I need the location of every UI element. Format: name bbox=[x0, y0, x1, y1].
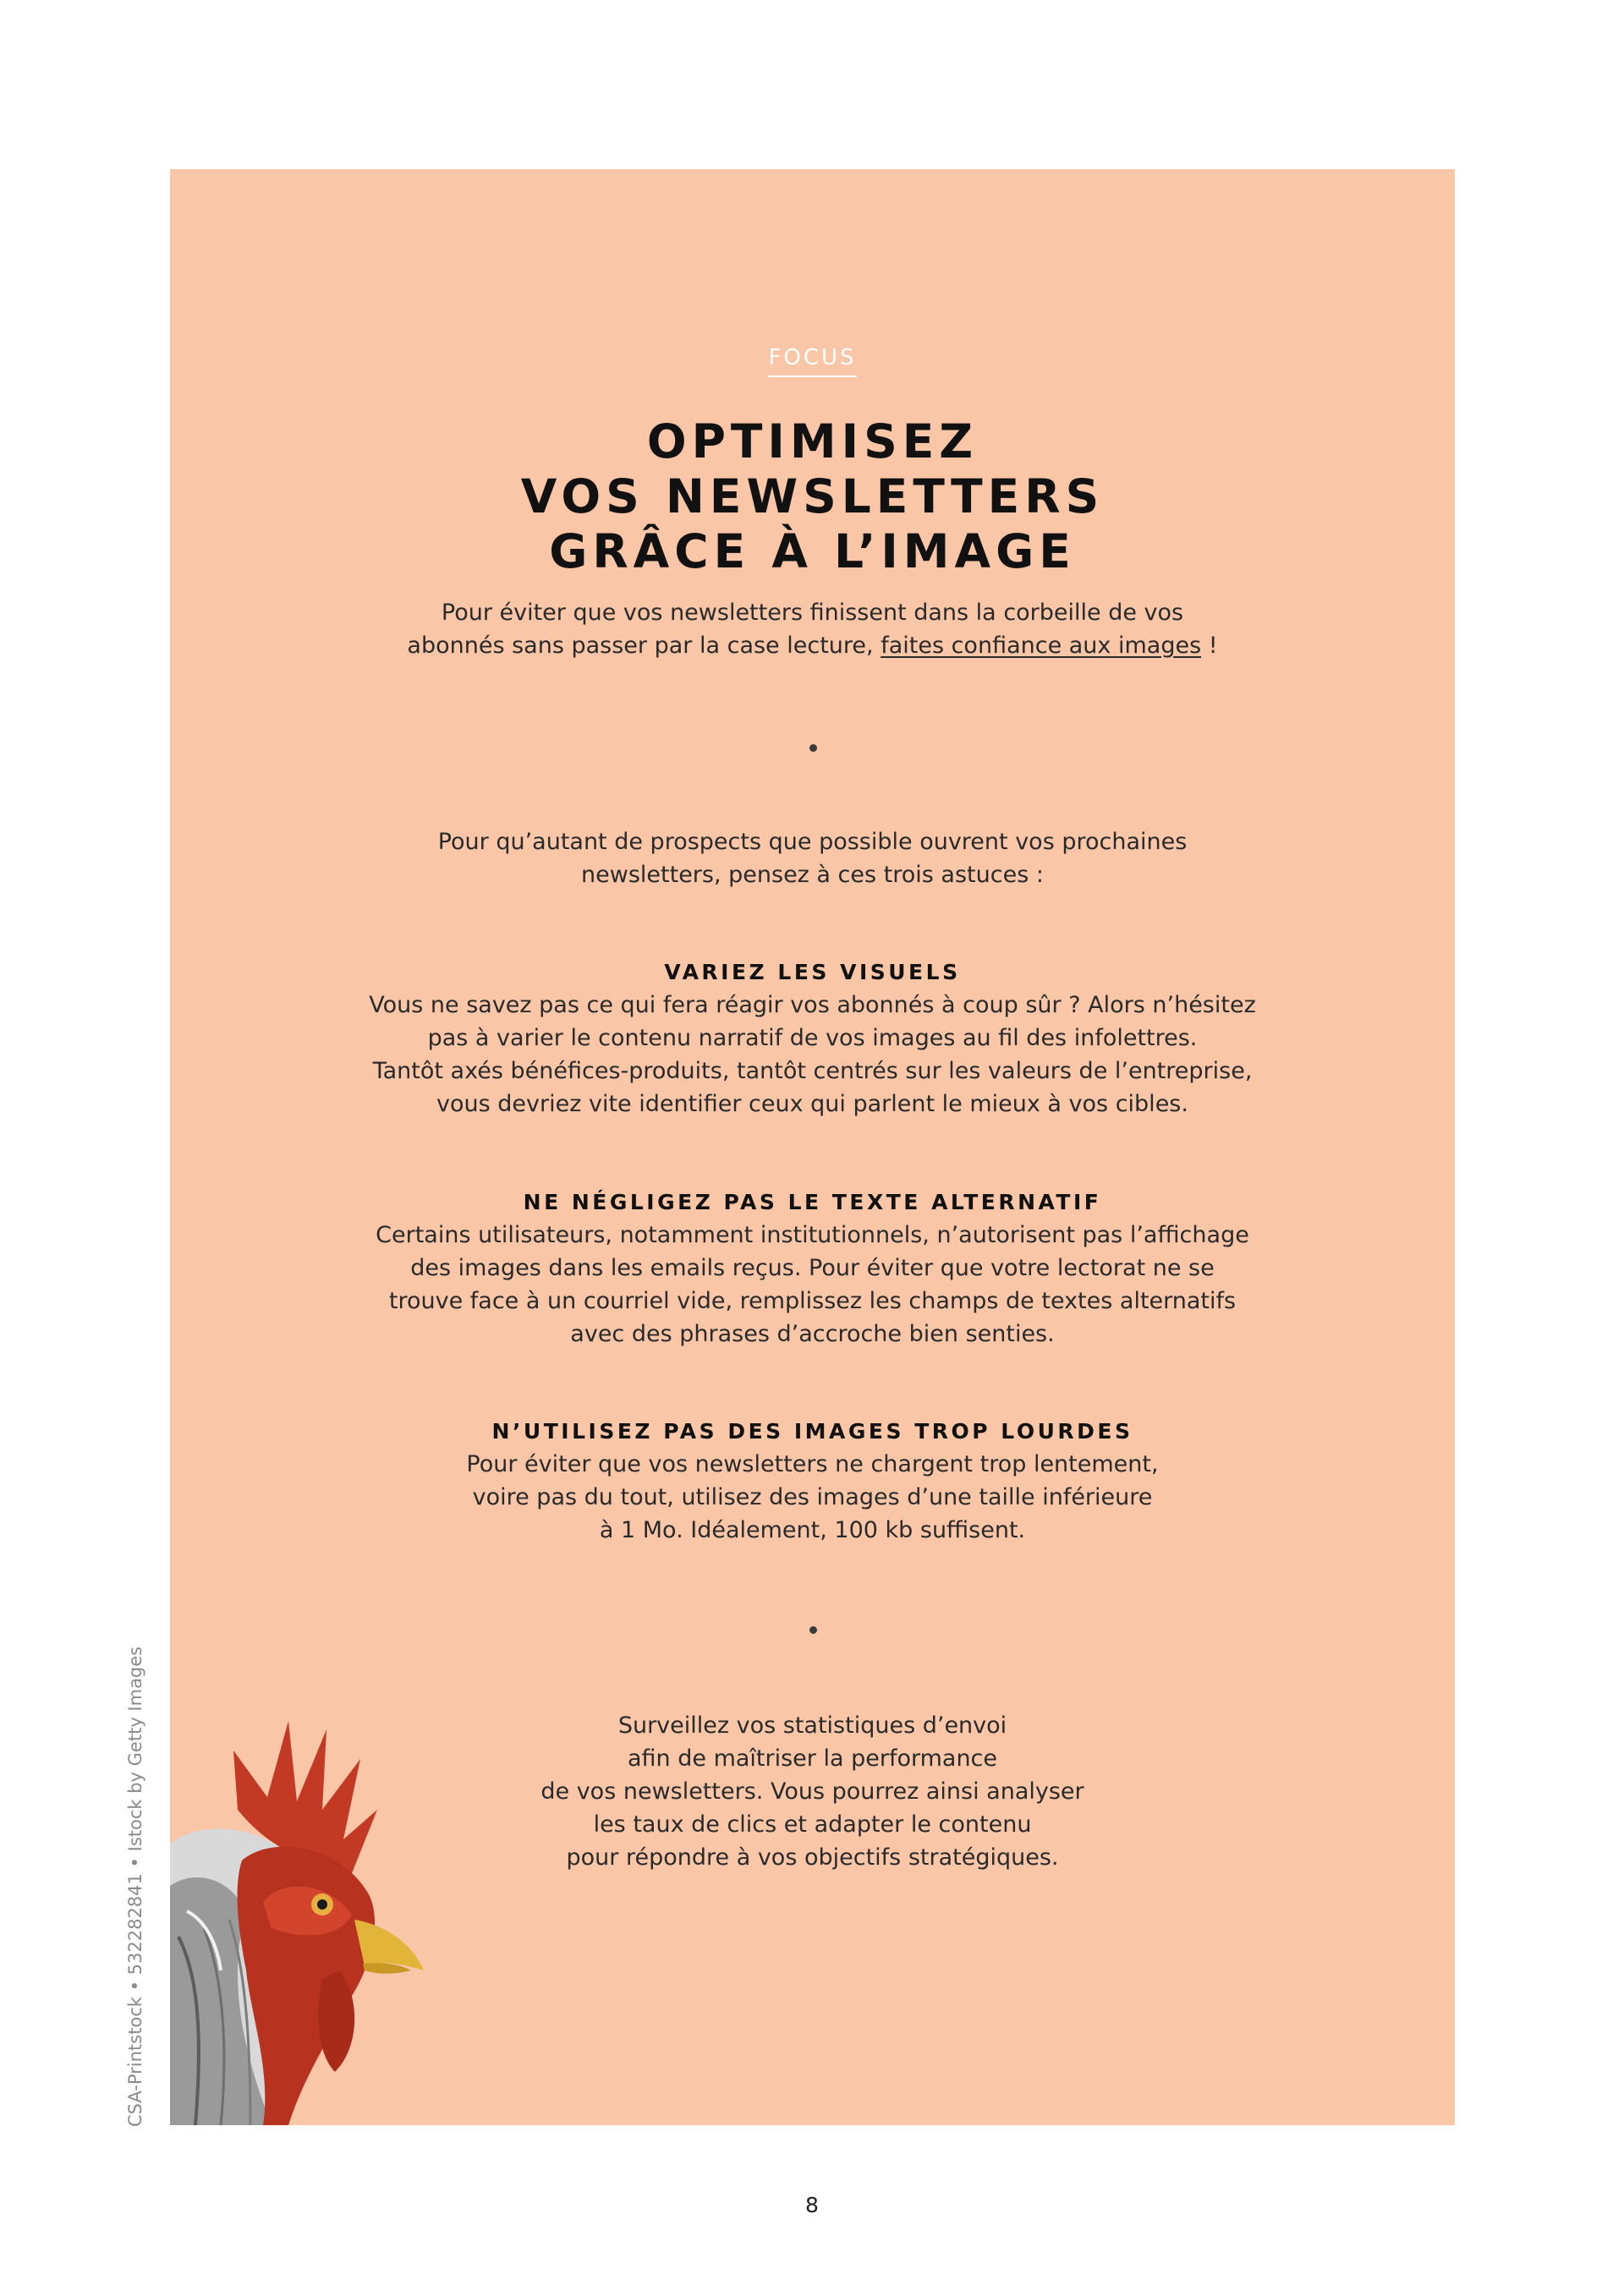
tip-section bbox=[170, 1186, 1455, 1351]
section-line: trouve face à un courriel vide, remplissez les champs de textes alternatifs bbox=[388, 1288, 1237, 1314]
section-line: voire pas du tout, utilisez des images d’une taille inférieure bbox=[472, 1484, 1153, 1510]
eyebrow-label: FOCUS bbox=[170, 345, 1455, 377]
tip-section bbox=[170, 956, 1455, 1121]
title-line: OPTIMISEZ bbox=[646, 414, 979, 469]
section-title: VARIEZ LES VISUELS bbox=[664, 960, 961, 984]
section-line: Pour éviter que vos newsletters ne chargent trop lentement, bbox=[466, 1451, 1159, 1477]
section-line: des images dans les emails reçus. Pour éviter que votre lectorat ne se bbox=[410, 1255, 1215, 1281]
images-link[interactable]: faites confiance aux images bbox=[881, 633, 1202, 659]
page-title bbox=[170, 414, 1455, 579]
rooster-illustration bbox=[170, 1717, 449, 2125]
intro-paragraph bbox=[170, 596, 1455, 662]
title-line: VOS NEWSLETTERS bbox=[520, 469, 1105, 523]
page-number: 8 bbox=[805, 2193, 819, 2217]
section-line: pas à varier le contenu narratif de vos images au fil des infolettres. bbox=[427, 1025, 1198, 1051]
section-line: Certains utilisateurs, notamment institutionnels, n’autorisent pas l’affichage bbox=[376, 1222, 1249, 1248]
separator-dot bbox=[809, 744, 817, 752]
section-title: NE NÉGLIGEZ PAS LE TEXTE ALTERNATIF bbox=[523, 1190, 1102, 1214]
closing-line: de vos newsletters. Vous pourrez ainsi analyser bbox=[540, 1778, 1084, 1805]
section-line: Tantôt axés bénéfices-produits, tantôt centrés sur les valeurs de l’entreprise, bbox=[372, 1058, 1253, 1084]
tip-section bbox=[170, 1415, 1455, 1547]
lead-line: Pour qu’autant de prospects que possible ouvrent vos prochaines bbox=[437, 829, 1188, 855]
closing-line: les taux de clics et adapter le contenu bbox=[593, 1811, 1032, 1838]
closing-line: Surveillez vos statistiques d’envoi bbox=[617, 1712, 1007, 1739]
focus-panel bbox=[170, 169, 1455, 2125]
title-line: GRÂCE À L’IMAGE bbox=[549, 524, 1076, 578]
closing-line: afin de maîtriser la performance bbox=[627, 1745, 998, 1772]
section-line: vous devriez vite identifier ceux qui parlent le mieux à vos cibles. bbox=[436, 1091, 1188, 1117]
lead-line: newsletters, pensez à ces trois astuces : bbox=[581, 862, 1044, 888]
section-line: Vous ne savez pas ce qui fera réagir vos abonnés à coup sûr ? Alors n’hésitez bbox=[369, 992, 1256, 1018]
lead-paragraph bbox=[170, 825, 1455, 891]
intro-line: abonnés sans passer par la case lecture, faites confiance aux images ! bbox=[407, 633, 1218, 659]
image-credit: CSA-Printstock • 532282841 • Istock by Getty Images bbox=[125, 1646, 145, 2127]
section-title: N’UTILISEZ PAS DES IMAGES TROP LOURDES bbox=[491, 1419, 1133, 1444]
section-line: à 1 Mo. Idéalement, 100 kb suffisent. bbox=[599, 1517, 1026, 1543]
separator-dot bbox=[809, 1626, 817, 1634]
closing-line: pour répondre à vos objectifs stratégiques. bbox=[566, 1844, 1059, 1871]
intro-line: Pour éviter que vos newsletters finissent dans la corbeille de vos bbox=[441, 600, 1184, 626]
section-line: avec des phrases d’accroche bien senties. bbox=[570, 1321, 1055, 1347]
